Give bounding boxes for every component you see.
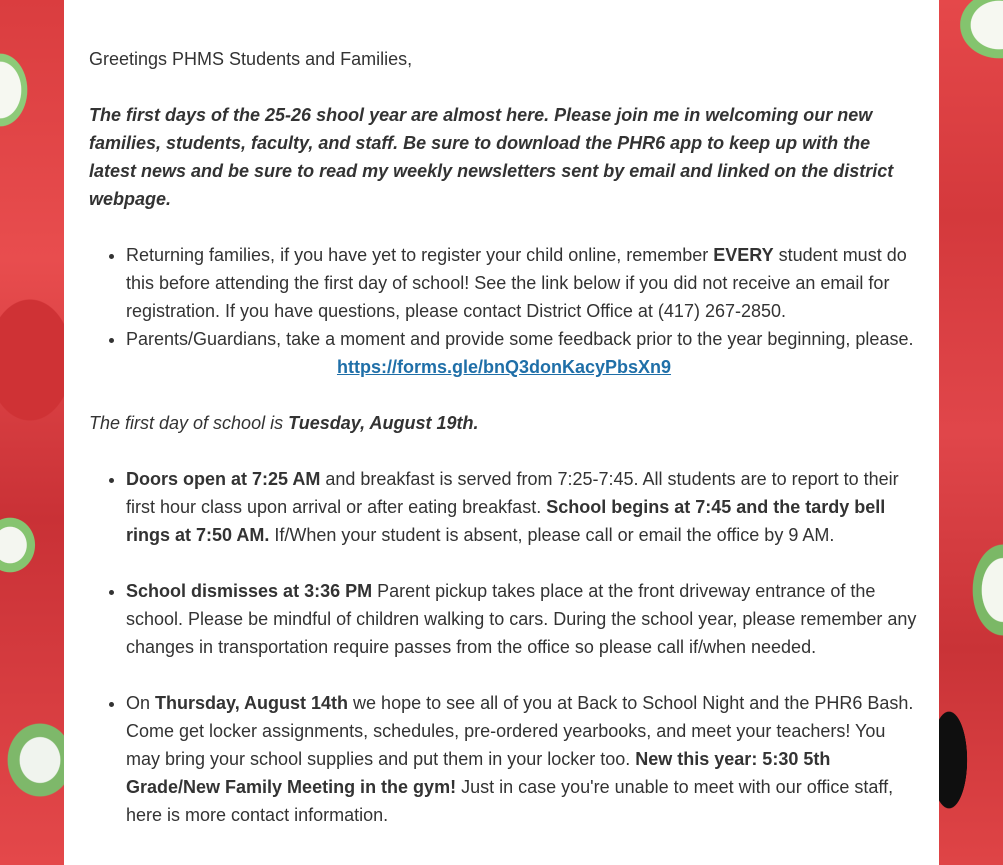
watermelon-background-right xyxy=(939,0,1003,865)
first-day-line xyxy=(89,409,919,437)
registration-emphasis: EVERY xyxy=(713,245,774,265)
schedule-list xyxy=(89,465,919,829)
doors-open-time: Doors open at 7:25 AM xyxy=(126,469,321,489)
registration-list xyxy=(89,241,919,353)
bash-text-0: On xyxy=(126,693,156,713)
first-day-date: Tuesday, August 19th. xyxy=(288,413,479,433)
list-item-back-to-school xyxy=(126,689,919,829)
list-spacer xyxy=(126,549,919,577)
doors-text-1: and breakfast is served from 7:25-7:45. All students are to report to their first hour class upon arrival or after eating breakfast. xyxy=(126,469,899,517)
dismissal-time: School dismisses at 3:36 PM xyxy=(126,581,373,601)
bash-date: Thursday, August 14th xyxy=(155,693,349,713)
dismissal-text: Parent pickup takes place at the front driveway entrance of the school. Please be mindful of children walking to cars. During the school year, please remember any changes in transportation require passes from the office so please call if/when needed. xyxy=(126,581,917,657)
greeting: Greetings PHMS Students and Families, xyxy=(89,49,413,69)
newsletter-content xyxy=(89,45,919,829)
list-item-doors xyxy=(126,465,919,549)
doors-text-2: If/When your student is absent, please call or email the office by 9 AM. xyxy=(269,525,835,545)
list-item-feedback xyxy=(126,325,919,353)
school-begins-time: School begins at 7:45 and the tardy bell rings at 7:50 AM. xyxy=(126,497,886,545)
bash-text-1: we hope to see all of you at Back to School Night and the PHR6 Bash. Come get locker assignments, schedules, pre-ordered yearbooks, and meet your teachers! You may bring your school supplies and put them in your locker too. xyxy=(126,693,914,769)
registration-text-a: Returning families, if you have yet to register your child online, remember xyxy=(126,245,714,265)
bash-text-2: Just in case you're unable to meet with our office staff, here is more contact information. xyxy=(126,777,894,825)
registration-text-c: student must do this before attending the first day of school! See the link below if you did not receive an email for registration. If you have questions, please contact District Office at (417) 267-2850. xyxy=(126,245,907,321)
first-day-prefix: The first day of school is xyxy=(89,413,289,433)
new-this-year: New this year: 5:30 5th Grade/New Family Meeting in the gym! xyxy=(126,749,831,797)
feedback-link-row xyxy=(89,353,919,381)
feedback-text: Parents/Guardians, take a moment and provide some feedback prior to the year beginning, please. xyxy=(126,329,914,349)
list-item-dismissal xyxy=(126,577,919,661)
feedback-form-link[interactable]: https://forms.gle/bnQ3donKacyPbsXn9 xyxy=(336,357,672,377)
intro-paragraph: The first days of the 25-26 shool year are almost here. Please join me in welcoming our new families, students, faculty, and staff. Be sure to download the PHR6 app to keep up with the latest news and be sure to read my weekly newsletters sent by email and linked on the district webpage. xyxy=(89,105,894,209)
newsletter-panel xyxy=(64,0,939,865)
list-spacer xyxy=(126,661,919,689)
watermelon-background-left xyxy=(0,0,64,865)
list-item-registration xyxy=(126,241,919,325)
